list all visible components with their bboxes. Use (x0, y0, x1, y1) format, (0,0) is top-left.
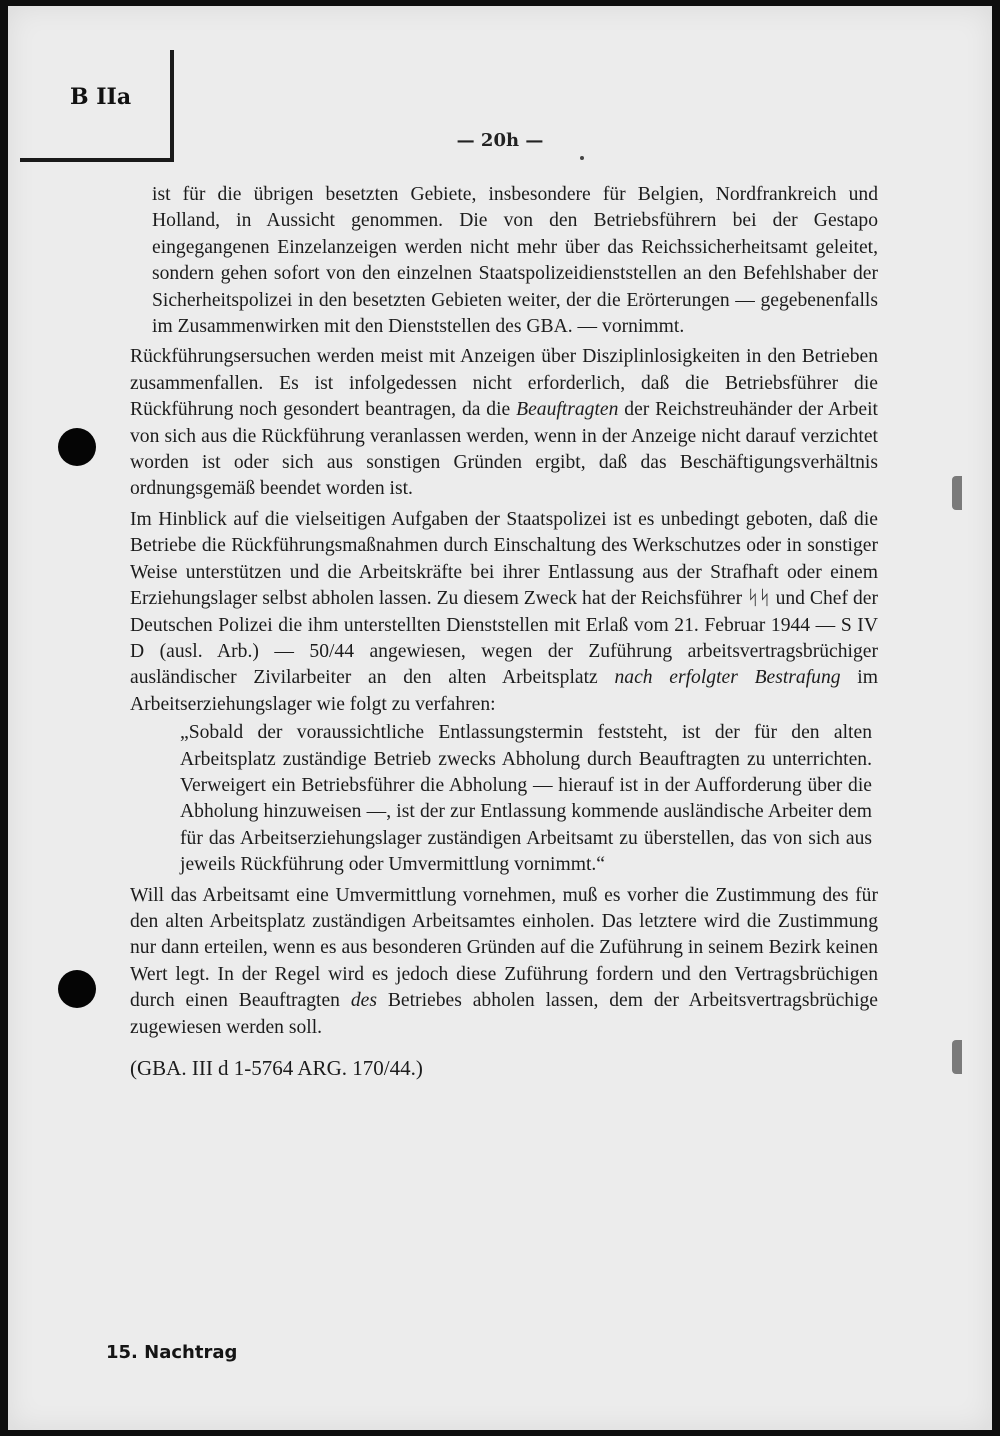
paragraph: ist für die übrigen besetzten Gebiete, insbesondere für Belgien, Nordfrankreich und Holland, in Aussicht genommen. Die von den Betriebsführern bei der Gestapo eingegangenen Einzelanzeigen werden nicht mehr über das Reichssicherheitsamt geleitet, sondern gehen sofort von den einzelnen Staatspolizeidienststellen an den Befehlshaber der Sicherheitspolizei in den besetzten Gebieten weiter, der die Erörterungen — gegebenenfalls im Zusammenwirken mit den Dienststellen des GBA. — vornimmt. (152, 184, 878, 338)
reference-citation: (GBA. III d 1-5764 ARG. 170/44.) (130, 1056, 423, 1080)
supplement-label: 15. Nachtrag (106, 1342, 238, 1363)
emphasis: des (350, 990, 377, 1012)
punch-hole-icon (58, 970, 96, 1008)
speck (580, 156, 584, 160)
ss-rune-symbol: ᛋᛋ (747, 588, 771, 610)
block-quote: „Sobald der voraussichtliche Entlassungstermin feststeht, ist der für den alten Arbeitsplatz zuständige Betrieb zwecks Abholung durch Beauftragten zu unterrichten. Verweigert ein Betriebsführer die Abholung — hierauf ist in der Aufforderung über die Abholung hinzuweisen —, ist der zur Entlassung kommende ausländische Arbeiter dem für das Arbeitserziehungslager zuständigen Arbeitsamt zu überstellen, das von sich aus jeweils Rückführung oder Umvermittlung vornimmt.“ (180, 722, 872, 876)
edge-mark (952, 476, 962, 510)
punch-hole-icon (58, 428, 96, 466)
page-number: — 20h — (456, 130, 544, 151)
section-label: B IIa (70, 84, 132, 110)
edge-mark (952, 1040, 962, 1074)
emphasis: Beauftragten (516, 399, 619, 421)
paragraph: Im Hinblick auf die vielseitigen Aufgaben der Staatspolizei ist es unbedingt geboten, daß die Betriebe die Rückführungsmaßnahmen durch Einschaltung des Werkschutzes oder in sonstiger Weise unterstützen und die Arbeitskräfte bei ihrer Entlassung aus der Strafhaft oder einem Erziehungslager selbst abholen lassen. Zu diesem Zweck hat der Reichsführer ᛋᛋ und Chef der Deutschen Polizei die ihm unterstellten Dienststellen mit Erlaß vom 21. Februar 1944 — S IV D (ausl. Arb.) — 50/44 angewiesen, wegen der Zuführung arbeitsvertragsbrüchiger ausländischer Zivilarbeiter an den alten Arbeitsplatz nach erfolgter Bestrafung im Arbeitserziehungslager wie folgt zu verfahren: (130, 508, 878, 715)
paragraph: Will das Arbeitsamt eine Umvermittlung vornehmen, muß es vorher die Zustimmung des für den alten Arbeitsplatz zuständigen Arbeitsamtes einholen. Das letztere wird die Zustimmung nur dann erteilen, wenn es aus besonderen Gründen auf die Zuführung in seinem Bezirk keinen Wert legt. In der Regel wird es jedoch diese Zuführung fordern und den Vertragsbrüchigen durch einen Beauftragten des Betriebes abholen lassen, dem der Arbeitsvertragsbrüchige zugewiesen werden soll. (130, 884, 879, 1038)
paragraph: Rückführungsersuchen werden meist mit Anzeigen über Disziplinlosigkeiten in den Betrieben zusammenfallen. Es ist infolgedessen nicht erforderlich, daß die Betriebsführer die Rückführung noch gesondert beantragen, da die Beauftragten der Reichstreuhänder der Arbeit von sich aus die Rückführung veranlassen werden, wenn in der Anzeige nicht darauf verzichtet worden ist oder sich aus sonstigen Gründen ergibt, daß das Beschäftigungsverhältnis ordnungsgemäß beendet worden ist. (130, 346, 878, 500)
document-page (8, 6, 992, 1430)
emphasis: nach erfolgter Bestrafung (614, 667, 841, 689)
body-text (130, 182, 878, 1081)
